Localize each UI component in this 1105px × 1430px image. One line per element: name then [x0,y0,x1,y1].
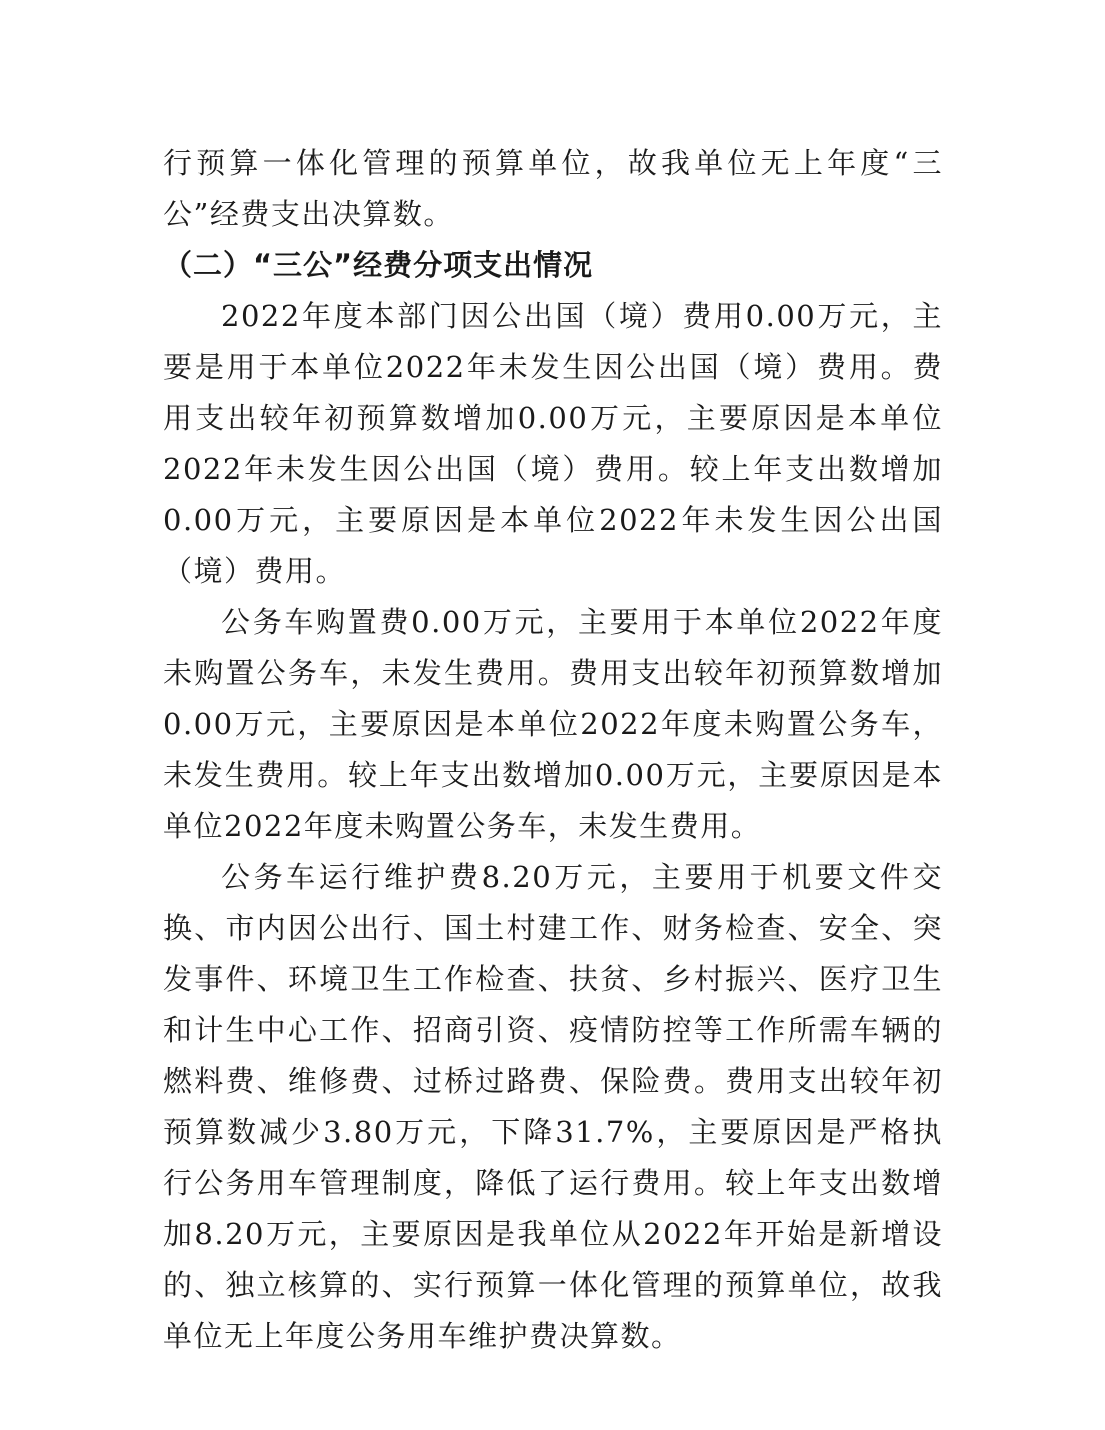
paragraph-vehicle-purchase: 公务车购置费0.00万元，主要用于本单位2022年度未购置公务车，未发生费用。费用支出较年初预算数增加0.00万元，主要原因是本单位2022年度未购置公务车，未发生费用。较上年支出数增加0.00万元，主要原因是本单位2022年度未购置公务车，未发生费用。 [163,605,943,843]
document-body [163,138,943,1362]
continuation-paragraph: 行预算一体化管理的预算单位，故我单位无上年度“三公”经费支出决算数。 [163,146,943,231]
paragraph-overseas-travel: 2022年度本部门因公出国（境）费用0.00万元，主要是用于本单位2022年未发生因公出国（境）费用。费用支出较年初预算数增加0.00万元，主要原因是本单位2022年未发生因公出国（境）费用。较上年支出数增加0.00万元，主要原因是本单位2022年未发生因公出国（境）费用。 [163,299,943,588]
section-heading: （二）“三公”经费分项支出情况 [163,248,594,282]
paragraph-vehicle-maintenance: 公务车运行维护费8.20万元，主要用于机要文件交换、市内因公出行、国土村建工作、财务检查、安全、突发事件、环境卫生工作检查、扶贫、乡村振兴、医疗卫生和计生中心工作、招商引资、疫情防控等工作所需车辆的 燃料费、维修费、过桥过路费、保险费。费用支出较年初预算数减少3.80万元，下降31.7%，主要原因是严格执行公务用车管理制度，降低了运行费用。较上年支出数增加8.20万元，主要原因是我单位从2022年开始是新增设的、独立核算的、实行预算一体化管理的预算单位，故我单位无上年度公务用车维护费决算数。 [163,860,943,1353]
